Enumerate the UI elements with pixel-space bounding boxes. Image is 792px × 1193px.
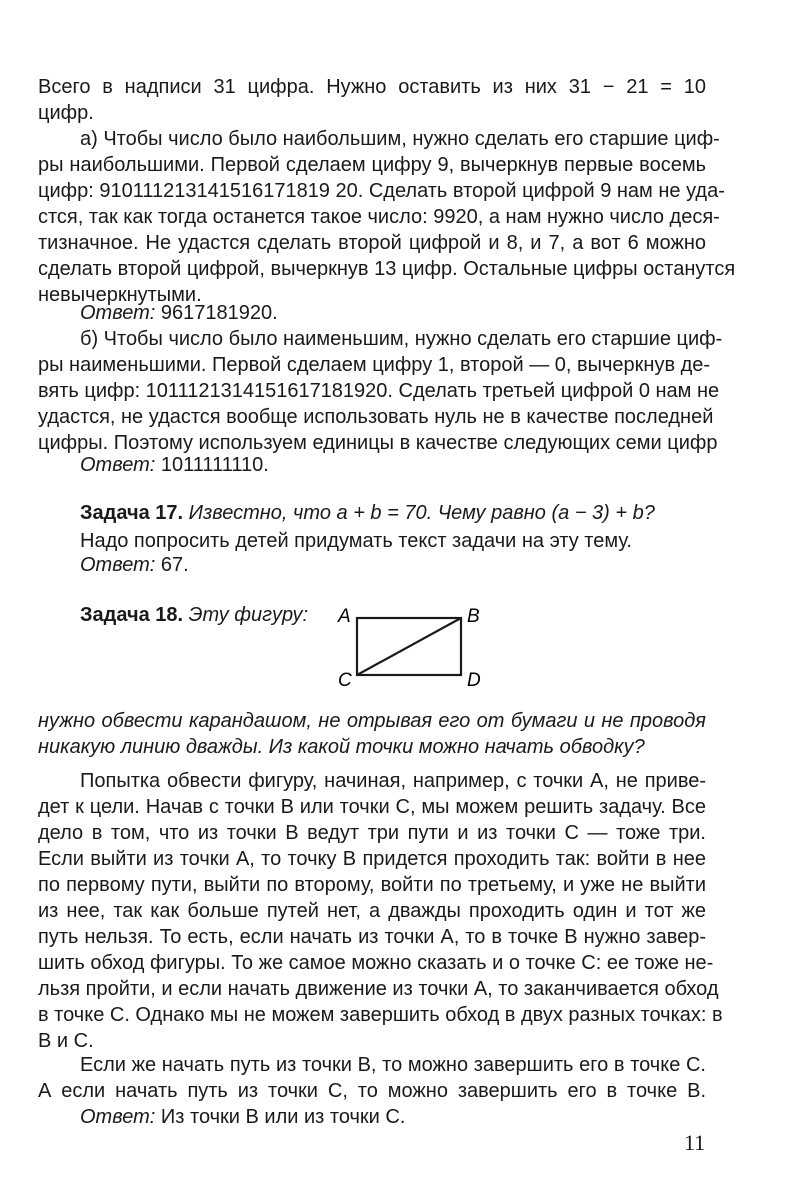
answer-value: 1011111110.	[160, 454, 269, 476]
task18-question-line: никакую линию дважды. Из какой точки можно начать обводку?	[38, 736, 645, 758]
text-line: льзя пройти, и если начать движение из точки A, то заканчивается обход	[38, 978, 719, 1000]
figure-diagonal	[357, 618, 461, 675]
task18-question-line: нужно обвести карандашом, не отрывая его от бумаги и не проводя	[38, 710, 706, 732]
rectangle-figure	[320, 598, 500, 698]
point-c-label: C	[338, 670, 352, 691]
task18-lead: Эту фигуру:	[188, 604, 309, 626]
text-line: ры наибольшими. Первой сделаем цифру 9, вычеркнув первые восемь	[38, 154, 706, 176]
task17-question: Известно, что a + b = 70. Чему равно (a − 3) + b?	[188, 502, 655, 524]
text-line: сделать второй цифрой, вычеркнув 13 цифр. Остальные цифры останутся	[38, 258, 736, 280]
text-line: из нее, так как больше путей нет, а дважды проходить один и тот же	[38, 900, 706, 922]
answer-label: Ответ:	[80, 1106, 156, 1128]
text-line: Если же начать путь из точки B, то можно завершить его в точке C.	[80, 1054, 706, 1076]
answer-label: Ответ:	[80, 302, 156, 324]
answer-label: Ответ:	[80, 554, 156, 576]
text-line: А если начать путь из точки C, то можно завершить его в точке B.	[38, 1080, 706, 1102]
text-line: б) Чтобы число было наименьшим, нужно сделать его старшие циф-	[80, 328, 723, 350]
text-line: путь нельзя. То есть, если начать из точки A, то в точке B нужно завер-	[38, 926, 706, 948]
text-line: цифр: 910111213141516171819 20. Сделать второй цифрой 9 нам не уда-	[38, 180, 725, 202]
answer-label: Ответ:	[80, 454, 156, 476]
task17-title: Задача 17.	[80, 502, 184, 524]
answer-line	[80, 300, 706, 326]
text-line: B и C.	[38, 1030, 94, 1052]
text-line: ры наименьшими. Первой сделаем цифру 1, второй — 0, вычеркнув де-	[38, 354, 711, 376]
answer-line	[80, 552, 706, 578]
point-b-label: B	[467, 606, 480, 627]
text-line: шить обход фигуры. То же самое можно сказать и о точке C: ее тоже не-	[38, 952, 714, 974]
task18-heading	[80, 602, 320, 628]
text-line: тизначное. Не удастся сделать второй цифрой и 8, и 7, а вот 6 можно	[38, 232, 706, 254]
text-line: Попытка обвести фигуру, начиная, например, с точки A, не приве-	[80, 770, 706, 792]
text-line: удастся, не удастся вообще использовать нуль не в качестве последней	[38, 406, 714, 428]
answer-value: Из точки B или из точки C.	[160, 1106, 406, 1128]
text-line: стся, так как тогда останется такое число: 9920, а нам нужно число деся-	[38, 206, 720, 228]
answer-value: 67.	[160, 554, 189, 576]
text-line: по первому пути, выйти по второму, войти по третьему, и уже не выйти	[38, 874, 706, 896]
answer-value: 9617181920.	[160, 302, 278, 324]
text-line: Всего в надписи 31 цифра. Нужно оставить из них 31 − 21 = 10	[38, 76, 706, 98]
text-line: в точке C. Однако мы не можем завершить обход в двух разных точках: в	[38, 1004, 723, 1026]
text-line: Если выйти из точки A, то точку B придется проходить так: войти в нее	[38, 848, 706, 870]
text-line: вять цифр: 1011121314151617181920. Сделать третьей цифрой 0 нам не	[38, 380, 720, 402]
task17-text: Надо попросить детей придумать текст задачи на эту тему.	[80, 530, 632, 552]
task17-heading	[80, 500, 706, 526]
page-number: 11	[684, 1130, 706, 1155]
text-line: цифр.	[38, 102, 94, 124]
text-line: цифры. Поэтому используем единицы в качестве следующих семи цифр	[38, 432, 718, 454]
text-line: дело в том, что из точки B ведут три пути и из точки C — тоже три.	[38, 822, 706, 844]
answer-line	[80, 452, 706, 478]
text-line: невычеркнутыми.	[38, 284, 202, 306]
text-line: дет к цели. Начав с точки B или точки C, мы можем решить задачу. Все	[38, 796, 706, 818]
task18-title: Задача 18.	[80, 604, 184, 626]
answer-line	[80, 1104, 706, 1130]
point-d-label: D	[467, 670, 481, 691]
point-a-label: A	[338, 606, 351, 627]
text-line: а) Чтобы число было наибольшим, нужно сделать его старшие циф-	[80, 128, 720, 150]
